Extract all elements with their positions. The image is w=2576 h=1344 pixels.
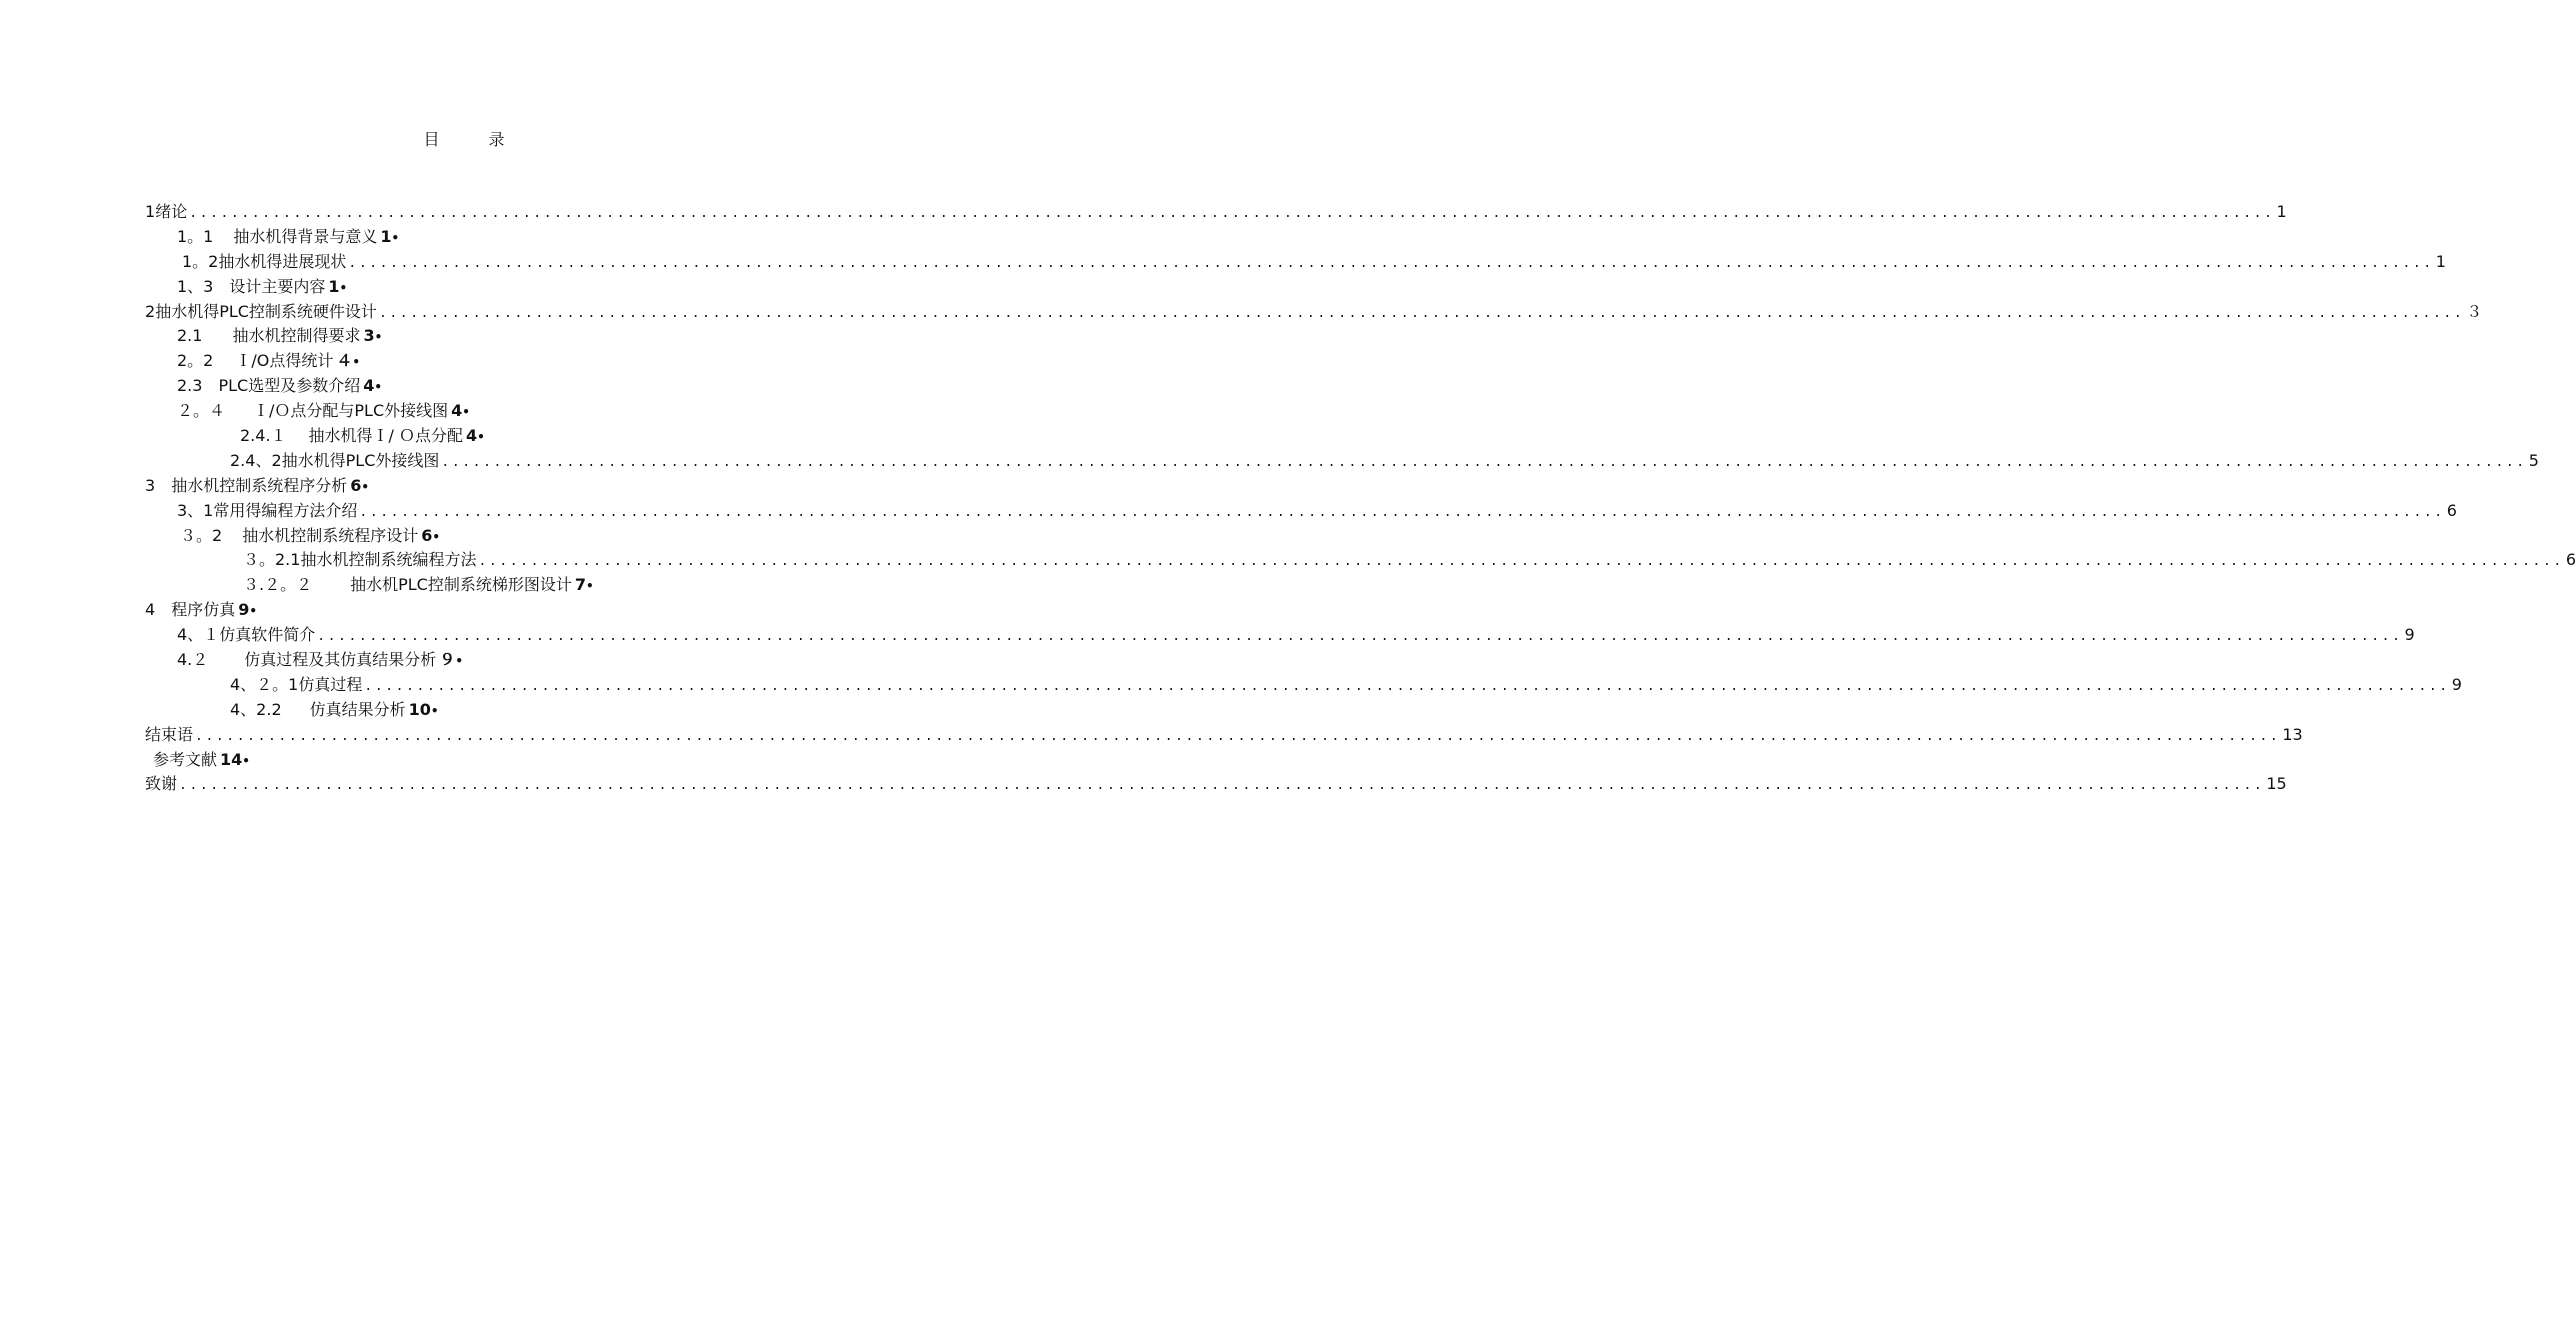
toc-entry-title: 抽水机控制系统编程方法 [300, 550, 477, 570]
field-marker-icon: • [455, 654, 463, 669]
toc-entry[interactable] [145, 772, 2287, 797]
toc-entry-page: ３ [2466, 301, 2483, 321]
toc-entry[interactable] [145, 598, 807, 623]
toc-entry-page: 5 [2528, 450, 2539, 470]
toc-entry-page: 1 [2276, 202, 2287, 221]
toc-entry-number: ３.２。２ [243, 575, 313, 595]
toc-entry[interactable] [145, 548, 2576, 573]
field-marker-icon: • [585, 579, 594, 594]
field-marker-icon: • [374, 380, 383, 395]
toc-entry-page: 6 [2565, 550, 2576, 570]
toc-entry-page: ９ [439, 650, 456, 670]
toc-entry-number: ２。４ [177, 401, 226, 421]
toc-entry[interactable] [145, 673, 2462, 698]
toc-entry[interactable] [145, 300, 2483, 325]
toc-entry[interactable] [145, 275, 807, 300]
toc-entry-title: 抽水机得背景与意义 [233, 226, 378, 246]
toc-entry-page: 9 [2451, 674, 2462, 694]
toc-entry-page: 4 [451, 401, 463, 421]
toc-entry-number: 4.２ [177, 650, 209, 670]
toc-entry-number: 4、２。1 [230, 674, 299, 694]
toc-entry-number: 2.4、2 [230, 450, 282, 470]
toc-entry[interactable] [145, 250, 2446, 275]
dot-leader: ........................................................................................................................................................................................................ [179, 778, 2265, 794]
toc-entry-page: 1 [2435, 251, 2446, 271]
toc-entry[interactable] [145, 449, 2539, 474]
field-marker-icon: • [477, 430, 485, 445]
toc-entry-title: 抽水机得Ｉ/ Ｏ点分配 [308, 426, 464, 446]
dot-leader: ........................................................................................................................................................................................................ [189, 206, 2275, 221]
dot-leader: ........................................................................................................................................................................................................ [195, 728, 2281, 744]
toc-entry-title: Ｉ/O点得统计 [235, 351, 334, 371]
toc-entry-title: 参考文献 [153, 749, 218, 769]
toc-entry-number: 1、3 [177, 276, 214, 296]
toc-entry-page: 9 [2404, 625, 2415, 645]
toc-entry[interactable] [145, 324, 807, 349]
toc-entry[interactable] [145, 225, 807, 250]
toc-entry-page: 4 [466, 426, 478, 446]
field-marker-icon: • [432, 529, 441, 544]
toc-entry-page: ４ [336, 351, 353, 371]
toc-entry-title: 致谢 [145, 774, 178, 794]
toc-entry-title: 仿真过程及其仿真结果分析 [244, 650, 437, 670]
field-marker-icon: • [374, 330, 383, 345]
toc-entry-number: 4、１ [177, 625, 220, 645]
toc-entry-number: 1 [145, 202, 156, 221]
toc-entry-page: 10 [408, 699, 431, 719]
toc-entry-number: 4 [145, 600, 156, 620]
toc-entry-title: 抽水机得PLC外接线图 [281, 450, 440, 470]
field-marker-icon: • [249, 604, 258, 619]
toc-entry-title: 绪论 [155, 202, 188, 221]
toc-entry-page: 13 [2282, 724, 2303, 744]
field-marker-icon: • [391, 230, 400, 245]
toc-entry-page: 1 [380, 226, 392, 246]
dot-leader: ........................................................................................................................................................................................................ [348, 255, 2434, 271]
toc-entry-number: 3 [145, 475, 156, 495]
toc-entry[interactable] [145, 524, 807, 549]
toc-entry-page: 6 [2446, 500, 2457, 520]
toc-entry-title: 仿真结果分析 [309, 699, 406, 719]
toc-entry-number: 3、1 [177, 500, 214, 520]
toc-entry-title: 结束语 [145, 724, 194, 744]
toc-entry-page: 15 [2266, 774, 2287, 794]
toc-entry-title: 抽水机PLC控制系统梯形图设计 [350, 575, 572, 595]
dot-leader: ........................................................................................................................................................................................................ [364, 678, 2450, 694]
toc-entry-title: 仿真软件简介 [219, 625, 316, 645]
toc-entry-page: 3 [363, 326, 375, 346]
toc-entry-title: 程序仿真 [171, 600, 236, 620]
toc-entry[interactable] [145, 748, 807, 773]
toc-entry-title: Ｉ/Ｏ点分配与PLC外接线图 [253, 401, 449, 421]
toc-entry-number: 2.1 [177, 326, 203, 346]
dot-leader: ........................................................................................................................................................................................................ [317, 629, 2403, 645]
toc-entry-number: 2.4.１ [240, 426, 287, 446]
toc-entry[interactable] [145, 648, 807, 673]
toc-entry-page: 4 [363, 376, 375, 396]
toc-entry-number: ３。2 [180, 525, 223, 545]
toc-entry[interactable] [145, 374, 807, 399]
toc-entry-number: 2 [145, 301, 156, 321]
field-marker-icon: • [430, 703, 439, 718]
toc-entry-number: 2.3 [177, 376, 203, 396]
table-of-contents [145, 200, 2576, 797]
field-marker-icon: • [361, 479, 370, 494]
toc-entry-page: 9 [238, 600, 250, 620]
toc-entry-title: 抽水机控制系统程序设计 [242, 525, 419, 545]
toc-entry[interactable] [145, 200, 2287, 225]
dot-leader: ........................................................................................................................................................................................................ [378, 305, 2465, 321]
toc-entry-title: 设计主要内容 [229, 276, 326, 296]
toc-entry[interactable] [145, 399, 807, 424]
toc-entry-title: 仿真过程 [298, 674, 363, 694]
toc-entry[interactable] [145, 723, 2303, 748]
toc-entry-page: 6 [350, 475, 362, 495]
toc-entry[interactable] [145, 623, 2415, 648]
toc-entry-page: 1 [328, 276, 340, 296]
toc-entry-title: 抽水机得进展现状 [218, 251, 347, 271]
toc-entry-page: 14 [220, 749, 243, 769]
field-marker-icon: • [462, 405, 470, 420]
dot-leader: ........................................................................................................................................................................................................ [359, 504, 2445, 520]
dot-leader: ........................................................................................................................................................................................................ [441, 454, 2527, 470]
field-marker-icon: • [242, 753, 250, 768]
toc-entry-title: PLC选型及参数介绍 [218, 376, 361, 396]
toc-entry[interactable] [145, 474, 807, 499]
toc-entry[interactable] [145, 573, 807, 598]
toc-entry-title: 抽水机控制系统程序分析 [171, 475, 348, 495]
toc-entry[interactable] [145, 349, 807, 374]
toc-entry-number: 1。2 [182, 251, 219, 271]
toc-entry-number: 4、2.2 [230, 699, 282, 719]
toc-entry-title: 常用得编程方法介绍 [213, 500, 358, 520]
dot-leader: ........................................................................................................................................................................................................ [478, 554, 2564, 570]
toc-entry[interactable] [145, 698, 807, 723]
toc-entry-page: 6 [421, 525, 433, 545]
toc-entry-number: 1。1 [177, 226, 214, 246]
field-marker-icon: • [339, 280, 348, 295]
page-title: 目 录 [423, 130, 527, 149]
toc-entry[interactable] [145, 424, 807, 449]
toc-entry-number: 2。2 [177, 351, 214, 371]
toc-entry-title: 抽水机控制得要求 [232, 326, 361, 346]
field-marker-icon: • [352, 355, 361, 370]
toc-entry-number: ３。2.1 [243, 550, 301, 570]
toc-entry-page: 7 [574, 575, 586, 595]
toc-entry[interactable] [145, 499, 2457, 524]
toc-entry-title: 抽水机得PLC控制系统硬件设计 [155, 301, 377, 321]
